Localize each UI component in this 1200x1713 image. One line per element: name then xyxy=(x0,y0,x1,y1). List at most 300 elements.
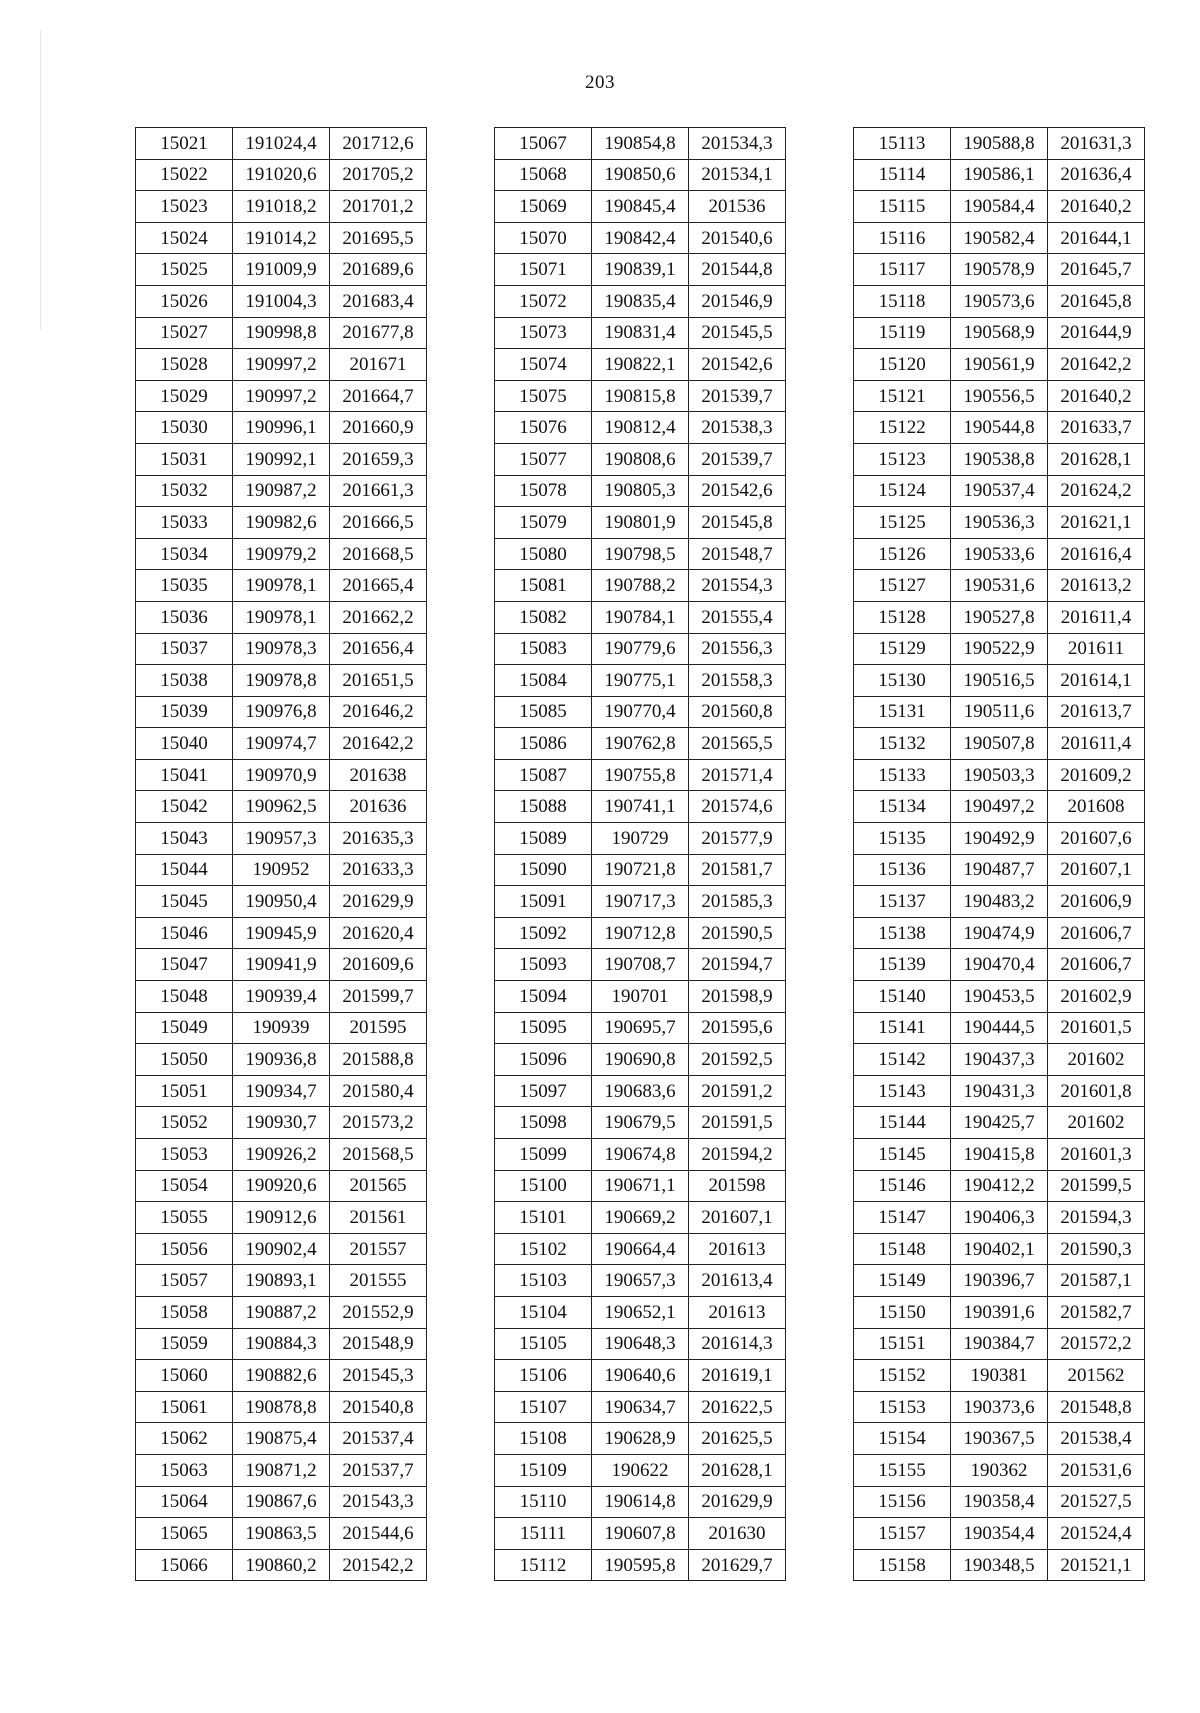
y-coordinate-cell: 201656,4 xyxy=(330,633,427,665)
point-number-cell: 15151 xyxy=(854,1328,951,1360)
y-coordinate-cell: 201548,7 xyxy=(689,538,786,570)
y-coordinate-cell: 201712,6 xyxy=(330,128,427,160)
x-coordinate-cell: 190762,8 xyxy=(592,728,689,760)
table-row xyxy=(495,1391,786,1423)
table-row xyxy=(136,1454,427,1486)
y-coordinate-cell: 201568,5 xyxy=(330,1139,427,1171)
x-coordinate-cell: 191014,2 xyxy=(233,222,330,254)
x-coordinate-cell: 190962,5 xyxy=(233,791,330,823)
point-number-cell: 15029 xyxy=(136,380,233,412)
point-number-cell: 15136 xyxy=(854,854,951,886)
x-coordinate-cell: 190902,4 xyxy=(233,1233,330,1265)
y-coordinate-cell: 201645,7 xyxy=(1048,254,1145,286)
table-row xyxy=(495,949,786,981)
point-number-cell: 15043 xyxy=(136,823,233,855)
x-coordinate-cell: 190573,6 xyxy=(951,285,1048,317)
x-coordinate-cell: 190970,9 xyxy=(233,759,330,791)
table-row xyxy=(136,349,427,381)
y-coordinate-cell: 201677,8 xyxy=(330,317,427,349)
point-number-cell: 15132 xyxy=(854,728,951,760)
table-row xyxy=(495,1202,786,1234)
x-coordinate-cell: 190978,1 xyxy=(233,601,330,633)
y-coordinate-cell: 201548,9 xyxy=(330,1328,427,1360)
point-number-cell: 15081 xyxy=(495,570,592,602)
x-coordinate-cell: 190997,2 xyxy=(233,380,330,412)
point-number-cell: 15128 xyxy=(854,601,951,633)
x-coordinate-cell: 190808,6 xyxy=(592,443,689,475)
table-row xyxy=(136,886,427,918)
x-coordinate-cell: 190348,5 xyxy=(951,1549,1048,1581)
table-row xyxy=(854,1423,1145,1455)
table-row xyxy=(495,823,786,855)
point-number-cell: 15140 xyxy=(854,981,951,1013)
point-number-cell: 15055 xyxy=(136,1202,233,1234)
x-coordinate-cell: 190926,2 xyxy=(233,1139,330,1171)
point-number-cell: 15106 xyxy=(495,1360,592,1392)
y-coordinate-cell: 201683,4 xyxy=(330,285,427,317)
y-coordinate-cell: 201671 xyxy=(330,349,427,381)
y-coordinate-cell: 201542,6 xyxy=(689,475,786,507)
x-coordinate-cell: 190669,2 xyxy=(592,1202,689,1234)
table-row xyxy=(495,1107,786,1139)
table-row xyxy=(854,570,1145,602)
y-coordinate-cell: 201613 xyxy=(689,1233,786,1265)
y-coordinate-cell: 201631,3 xyxy=(1048,128,1145,160)
point-number-cell: 15103 xyxy=(495,1265,592,1297)
point-number-cell: 15157 xyxy=(854,1518,951,1550)
y-coordinate-cell: 201613 xyxy=(689,1296,786,1328)
y-coordinate-cell: 201594,2 xyxy=(689,1139,786,1171)
y-coordinate-cell: 201628,1 xyxy=(1048,443,1145,475)
x-coordinate-cell: 190887,2 xyxy=(233,1296,330,1328)
table-row xyxy=(136,1107,427,1139)
x-coordinate-cell: 190652,1 xyxy=(592,1296,689,1328)
y-coordinate-cell: 201611,4 xyxy=(1048,601,1145,633)
y-coordinate-cell: 201638 xyxy=(330,759,427,791)
x-coordinate-cell: 190779,6 xyxy=(592,633,689,665)
point-number-cell: 15143 xyxy=(854,1075,951,1107)
x-coordinate-cell: 190537,4 xyxy=(951,475,1048,507)
y-coordinate-cell: 201664,7 xyxy=(330,380,427,412)
x-coordinate-cell: 191018,2 xyxy=(233,191,330,223)
x-coordinate-cell: 190595,8 xyxy=(592,1549,689,1581)
point-number-cell: 15074 xyxy=(495,349,592,381)
table-row xyxy=(854,1139,1145,1171)
page-number: 203 xyxy=(585,72,615,93)
y-coordinate-cell: 201539,7 xyxy=(689,443,786,475)
table-row xyxy=(854,222,1145,254)
point-number-cell: 15102 xyxy=(495,1233,592,1265)
x-coordinate-cell: 190556,5 xyxy=(951,380,1048,412)
x-coordinate-cell: 190402,1 xyxy=(951,1233,1048,1265)
table-row xyxy=(495,759,786,791)
y-coordinate-cell: 201642,2 xyxy=(1048,349,1145,381)
y-coordinate-cell: 201613,7 xyxy=(1048,696,1145,728)
x-coordinate-cell: 190674,8 xyxy=(592,1139,689,1171)
table-row xyxy=(854,917,1145,949)
y-coordinate-cell: 201591,5 xyxy=(689,1107,786,1139)
y-coordinate-cell: 201573,2 xyxy=(330,1107,427,1139)
table-row xyxy=(136,1391,427,1423)
x-coordinate-cell: 190522,9 xyxy=(951,633,1048,665)
point-number-cell: 15089 xyxy=(495,823,592,855)
point-number-cell: 15125 xyxy=(854,507,951,539)
x-coordinate-cell: 190588,8 xyxy=(951,128,1048,160)
y-coordinate-cell: 201543,3 xyxy=(330,1486,427,1518)
table-row xyxy=(495,1075,786,1107)
table-row xyxy=(495,443,786,475)
y-coordinate-cell: 201601,8 xyxy=(1048,1075,1145,1107)
y-coordinate-cell: 201614,1 xyxy=(1048,665,1145,697)
point-number-cell: 15031 xyxy=(136,443,233,475)
point-number-cell: 15145 xyxy=(854,1139,951,1171)
x-coordinate-cell: 190640,6 xyxy=(592,1360,689,1392)
y-coordinate-cell: 201635,3 xyxy=(330,823,427,855)
x-coordinate-cell: 190578,9 xyxy=(951,254,1048,286)
table-row xyxy=(495,191,786,223)
y-coordinate-cell: 201590,5 xyxy=(689,917,786,949)
table-row xyxy=(854,696,1145,728)
table-row xyxy=(854,254,1145,286)
point-number-cell: 15045 xyxy=(136,886,233,918)
x-coordinate-cell: 190952 xyxy=(233,854,330,886)
y-coordinate-cell: 201594,7 xyxy=(689,949,786,981)
point-number-cell: 15139 xyxy=(854,949,951,981)
table-row xyxy=(136,917,427,949)
x-coordinate-cell: 190538,8 xyxy=(951,443,1048,475)
table-row xyxy=(136,1518,427,1550)
point-number-cell: 15097 xyxy=(495,1075,592,1107)
table-row xyxy=(136,823,427,855)
y-coordinate-cell: 201521,1 xyxy=(1048,1549,1145,1581)
point-number-cell: 15090 xyxy=(495,854,592,886)
y-coordinate-cell: 201545,3 xyxy=(330,1360,427,1392)
y-coordinate-cell: 201539,7 xyxy=(689,380,786,412)
y-coordinate-cell: 201537,7 xyxy=(330,1454,427,1486)
point-number-cell: 15078 xyxy=(495,475,592,507)
table-row xyxy=(495,1454,786,1486)
point-number-cell: 15093 xyxy=(495,949,592,981)
y-coordinate-cell: 201534,1 xyxy=(689,159,786,191)
point-number-cell: 15063 xyxy=(136,1454,233,1486)
table-row xyxy=(136,475,427,507)
point-number-cell: 15134 xyxy=(854,791,951,823)
table-row xyxy=(136,1328,427,1360)
point-number-cell: 15142 xyxy=(854,1044,951,1076)
point-number-cell: 15105 xyxy=(495,1328,592,1360)
y-coordinate-cell: 201580,4 xyxy=(330,1075,427,1107)
y-coordinate-cell: 201557 xyxy=(330,1233,427,1265)
table-row xyxy=(495,222,786,254)
point-number-cell: 15068 xyxy=(495,159,592,191)
x-coordinate-cell: 190396,7 xyxy=(951,1265,1048,1297)
table-row xyxy=(495,1012,786,1044)
x-coordinate-cell: 190497,2 xyxy=(951,791,1048,823)
table-row xyxy=(136,759,427,791)
y-coordinate-cell: 201601,3 xyxy=(1048,1139,1145,1171)
table-row xyxy=(136,1296,427,1328)
y-coordinate-cell: 201668,5 xyxy=(330,538,427,570)
y-coordinate-cell: 201651,5 xyxy=(330,665,427,697)
x-coordinate-cell: 190527,8 xyxy=(951,601,1048,633)
point-number-cell: 15073 xyxy=(495,317,592,349)
point-number-cell: 15050 xyxy=(136,1044,233,1076)
table-row xyxy=(854,1107,1145,1139)
x-coordinate-cell: 190936,8 xyxy=(233,1044,330,1076)
x-coordinate-cell: 190945,9 xyxy=(233,917,330,949)
point-number-cell: 15088 xyxy=(495,791,592,823)
y-coordinate-cell: 201644,1 xyxy=(1048,222,1145,254)
table-row xyxy=(136,507,427,539)
point-number-cell: 15034 xyxy=(136,538,233,570)
x-coordinate-cell: 190878,8 xyxy=(233,1391,330,1423)
table-row xyxy=(136,601,427,633)
table-row xyxy=(495,1265,786,1297)
x-coordinate-cell: 190717,3 xyxy=(592,886,689,918)
x-coordinate-cell: 190770,4 xyxy=(592,696,689,728)
y-coordinate-cell: 201609,2 xyxy=(1048,759,1145,791)
table-row xyxy=(495,1328,786,1360)
table-row xyxy=(854,1328,1145,1360)
table-row xyxy=(854,886,1145,918)
y-coordinate-cell: 201607,1 xyxy=(1048,854,1145,886)
table-row xyxy=(495,380,786,412)
table-row xyxy=(136,854,427,886)
y-coordinate-cell: 201602 xyxy=(1048,1107,1145,1139)
x-coordinate-cell: 190871,2 xyxy=(233,1454,330,1486)
table-row xyxy=(136,1233,427,1265)
y-coordinate-cell: 201701,2 xyxy=(330,191,427,223)
y-coordinate-cell: 201629,9 xyxy=(689,1486,786,1518)
y-coordinate-cell: 201538,3 xyxy=(689,412,786,444)
y-coordinate-cell: 201574,6 xyxy=(689,791,786,823)
x-coordinate-cell: 190470,4 xyxy=(951,949,1048,981)
x-coordinate-cell: 190362 xyxy=(951,1454,1048,1486)
table-row xyxy=(136,380,427,412)
y-coordinate-cell: 201585,3 xyxy=(689,886,786,918)
table-row xyxy=(136,1360,427,1392)
point-number-cell: 15062 xyxy=(136,1423,233,1455)
table-row xyxy=(495,159,786,191)
x-coordinate-cell: 190507,8 xyxy=(951,728,1048,760)
y-coordinate-cell: 201629,9 xyxy=(330,886,427,918)
y-coordinate-cell: 201628,1 xyxy=(689,1454,786,1486)
table-row xyxy=(495,1139,786,1171)
y-coordinate-cell: 201558,3 xyxy=(689,665,786,697)
x-coordinate-cell: 190634,7 xyxy=(592,1391,689,1423)
point-number-cell: 15133 xyxy=(854,759,951,791)
point-number-cell: 15155 xyxy=(854,1454,951,1486)
table-row xyxy=(495,854,786,886)
y-coordinate-cell: 201611 xyxy=(1048,633,1145,665)
point-number-cell: 15107 xyxy=(495,1391,592,1423)
x-coordinate-cell: 190854,8 xyxy=(592,128,689,160)
x-coordinate-cell: 190978,3 xyxy=(233,633,330,665)
x-coordinate-cell: 190998,8 xyxy=(233,317,330,349)
x-coordinate-cell: 190474,9 xyxy=(951,917,1048,949)
y-coordinate-cell: 201629,7 xyxy=(689,1549,786,1581)
y-coordinate-cell: 201572,2 xyxy=(1048,1328,1145,1360)
point-number-cell: 15126 xyxy=(854,538,951,570)
x-coordinate-cell: 190511,6 xyxy=(951,696,1048,728)
table-row xyxy=(854,191,1145,223)
point-number-cell: 15038 xyxy=(136,665,233,697)
point-number-cell: 15127 xyxy=(854,570,951,602)
y-coordinate-cell: 201613,2 xyxy=(1048,570,1145,602)
table-row xyxy=(495,412,786,444)
table-row xyxy=(854,1518,1145,1550)
coordinates-table-2 xyxy=(494,127,786,1581)
y-coordinate-cell: 201554,3 xyxy=(689,570,786,602)
y-coordinate-cell: 201665,4 xyxy=(330,570,427,602)
x-coordinate-cell: 190729 xyxy=(592,823,689,855)
table-row xyxy=(136,1486,427,1518)
x-coordinate-cell: 190882,6 xyxy=(233,1360,330,1392)
point-number-cell: 15104 xyxy=(495,1296,592,1328)
table-row xyxy=(136,633,427,665)
table-row xyxy=(495,791,786,823)
y-coordinate-cell: 201588,8 xyxy=(330,1044,427,1076)
table-row xyxy=(854,159,1145,191)
y-coordinate-cell: 201689,6 xyxy=(330,254,427,286)
y-coordinate-cell: 201630 xyxy=(689,1518,786,1550)
x-coordinate-cell: 190798,5 xyxy=(592,538,689,570)
y-coordinate-cell: 201562 xyxy=(1048,1360,1145,1392)
y-coordinate-cell: 201565,5 xyxy=(689,728,786,760)
point-number-cell: 15036 xyxy=(136,601,233,633)
y-coordinate-cell: 201602 xyxy=(1048,1044,1145,1076)
point-number-cell: 15075 xyxy=(495,380,592,412)
x-coordinate-cell: 190531,6 xyxy=(951,570,1048,602)
point-number-cell: 15129 xyxy=(854,633,951,665)
x-coordinate-cell: 190801,9 xyxy=(592,507,689,539)
point-number-cell: 15094 xyxy=(495,981,592,1013)
y-coordinate-cell: 201620,4 xyxy=(330,917,427,949)
point-number-cell: 15070 xyxy=(495,222,592,254)
x-coordinate-cell: 190978,8 xyxy=(233,665,330,697)
y-coordinate-cell: 201527,5 xyxy=(1048,1486,1145,1518)
point-number-cell: 15028 xyxy=(136,349,233,381)
table-row xyxy=(854,633,1145,665)
x-coordinate-cell: 190384,7 xyxy=(951,1328,1048,1360)
y-coordinate-cell: 201565 xyxy=(330,1170,427,1202)
y-coordinate-cell: 201598,9 xyxy=(689,981,786,1013)
table-row xyxy=(136,570,427,602)
table-row xyxy=(495,538,786,570)
table-row xyxy=(854,1454,1145,1486)
y-coordinate-cell: 201560,8 xyxy=(689,696,786,728)
point-number-cell: 15022 xyxy=(136,159,233,191)
y-coordinate-cell: 201633,7 xyxy=(1048,412,1145,444)
point-number-cell: 15111 xyxy=(495,1518,592,1550)
y-coordinate-cell: 201602,9 xyxy=(1048,981,1145,1013)
x-coordinate-cell: 190893,1 xyxy=(233,1265,330,1297)
table-row xyxy=(854,507,1145,539)
point-number-cell: 15101 xyxy=(495,1202,592,1234)
table-row xyxy=(136,1170,427,1202)
table-row xyxy=(136,1012,427,1044)
point-number-cell: 15086 xyxy=(495,728,592,760)
y-coordinate-cell: 201636 xyxy=(330,791,427,823)
x-coordinate-cell: 190741,1 xyxy=(592,791,689,823)
point-number-cell: 15071 xyxy=(495,254,592,286)
y-coordinate-cell: 201636,4 xyxy=(1048,159,1145,191)
table-row xyxy=(854,349,1145,381)
x-coordinate-cell: 190875,4 xyxy=(233,1423,330,1455)
x-coordinate-cell: 190835,4 xyxy=(592,285,689,317)
table-row xyxy=(136,949,427,981)
point-number-cell: 15021 xyxy=(136,128,233,160)
table-row xyxy=(495,981,786,1013)
point-number-cell: 15092 xyxy=(495,917,592,949)
x-coordinate-cell: 190683,6 xyxy=(592,1075,689,1107)
table-row xyxy=(854,665,1145,697)
point-number-cell: 15099 xyxy=(495,1139,592,1171)
x-coordinate-cell: 191009,9 xyxy=(233,254,330,286)
table-row xyxy=(136,443,427,475)
y-coordinate-cell: 201695,5 xyxy=(330,222,427,254)
y-coordinate-cell: 201611,4 xyxy=(1048,728,1145,760)
x-coordinate-cell: 190845,4 xyxy=(592,191,689,223)
point-number-cell: 15058 xyxy=(136,1296,233,1328)
point-number-cell: 15137 xyxy=(854,886,951,918)
point-number-cell: 15115 xyxy=(854,191,951,223)
y-coordinate-cell: 201705,2 xyxy=(330,159,427,191)
point-number-cell: 15060 xyxy=(136,1360,233,1392)
point-number-cell: 15069 xyxy=(495,191,592,223)
y-coordinate-cell: 201540,8 xyxy=(330,1391,427,1423)
table-row xyxy=(854,538,1145,570)
table-row xyxy=(854,443,1145,475)
point-number-cell: 15039 xyxy=(136,696,233,728)
point-number-cell: 15149 xyxy=(854,1265,951,1297)
x-coordinate-cell: 190863,5 xyxy=(233,1518,330,1550)
table-row xyxy=(495,1233,786,1265)
table-row xyxy=(854,1202,1145,1234)
x-coordinate-cell: 190695,7 xyxy=(592,1012,689,1044)
y-coordinate-cell: 201594,3 xyxy=(1048,1202,1145,1234)
point-number-cell: 15026 xyxy=(136,285,233,317)
x-coordinate-cell: 190381 xyxy=(951,1360,1048,1392)
table-row xyxy=(136,1265,427,1297)
table-row xyxy=(495,1296,786,1328)
table-row xyxy=(136,412,427,444)
x-coordinate-cell: 190982,6 xyxy=(233,507,330,539)
point-number-cell: 15114 xyxy=(854,159,951,191)
point-number-cell: 15120 xyxy=(854,349,951,381)
y-coordinate-cell: 201556,3 xyxy=(689,633,786,665)
y-coordinate-cell: 201538,4 xyxy=(1048,1423,1145,1455)
table-row xyxy=(495,285,786,317)
table-row xyxy=(495,1423,786,1455)
table-row xyxy=(854,981,1145,1013)
y-coordinate-cell: 201524,4 xyxy=(1048,1518,1145,1550)
x-coordinate-cell: 190406,3 xyxy=(951,1202,1048,1234)
y-coordinate-cell: 201616,4 xyxy=(1048,538,1145,570)
y-coordinate-cell: 201591,2 xyxy=(689,1075,786,1107)
y-coordinate-cell: 201552,9 xyxy=(330,1296,427,1328)
x-coordinate-cell: 190920,6 xyxy=(233,1170,330,1202)
point-number-cell: 15042 xyxy=(136,791,233,823)
table-row xyxy=(495,696,786,728)
x-coordinate-cell: 190533,6 xyxy=(951,538,1048,570)
point-number-cell: 15138 xyxy=(854,917,951,949)
x-coordinate-cell: 190582,4 xyxy=(951,222,1048,254)
x-coordinate-cell: 190664,4 xyxy=(592,1233,689,1265)
table-row xyxy=(854,854,1145,886)
y-coordinate-cell: 201640,2 xyxy=(1048,380,1145,412)
point-number-cell: 15147 xyxy=(854,1202,951,1234)
